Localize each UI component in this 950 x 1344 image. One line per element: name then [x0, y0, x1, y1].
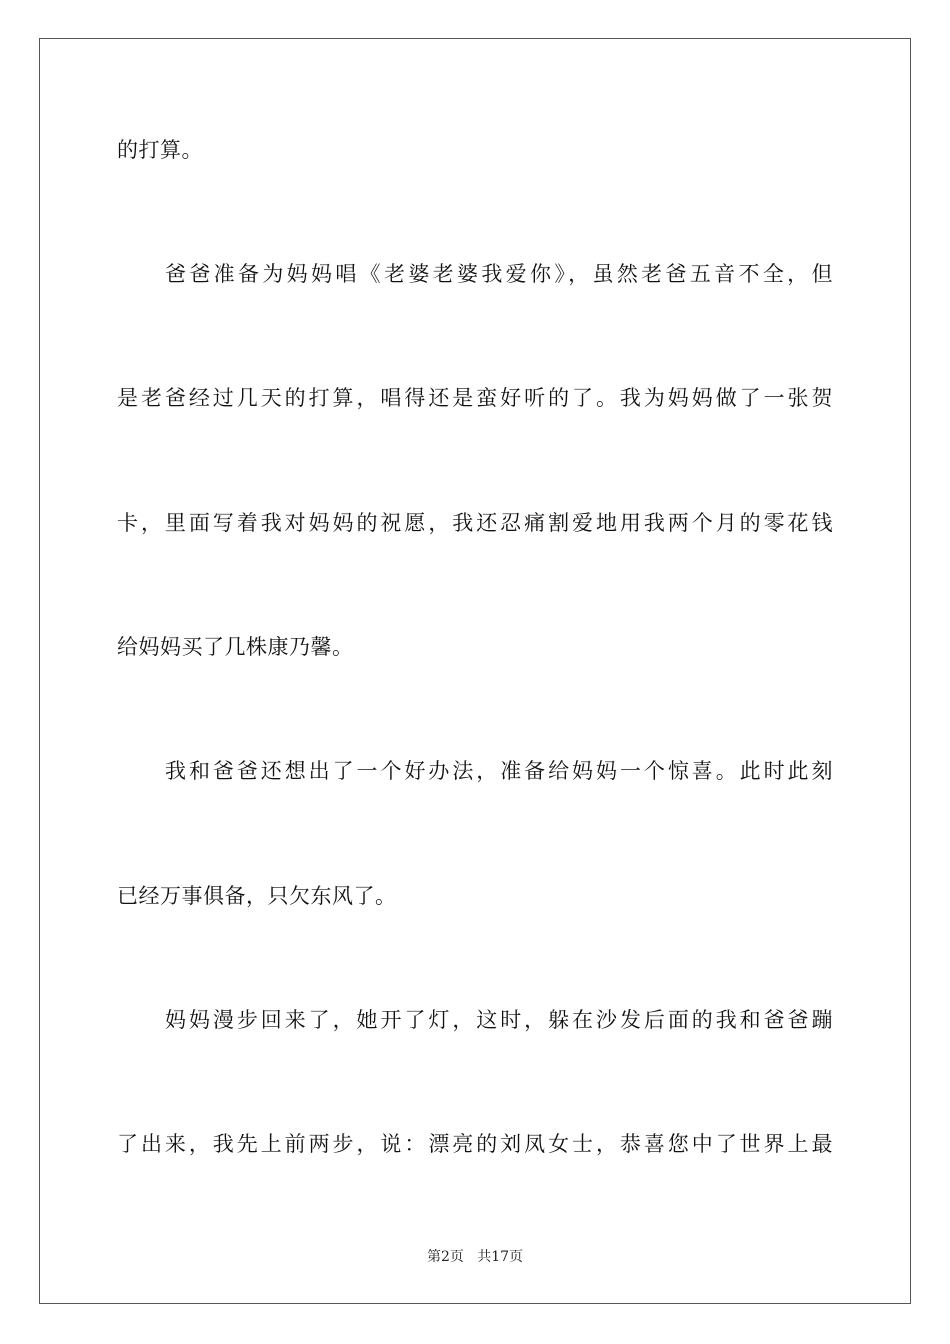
paragraph-line: 我和爸爸还想出了一个好办法，准备给妈妈一个惊喜。此时此刻 [165, 759, 833, 783]
paragraph-line: 妈妈漫步回来了，她开了灯，这时，躲在沙发后面的我和爸爸蹦 [165, 1008, 833, 1032]
paragraph-line: 给妈妈买了几株康乃馨。 [117, 635, 354, 659]
paragraph-line: 的打算。 [117, 138, 203, 162]
paragraph-line: 爸爸准备为妈妈唱《老婆老婆我爱你》，虽然老爸五音不全，但 [165, 262, 833, 286]
page-number-footer: 第2页 共17页 [426, 1249, 524, 1265]
paragraph-line: 是老爸经过几天的打算，唱得还是蛮好听的了。我为妈妈做了一张贺 [117, 386, 833, 410]
paragraph-line: 卡，里面写着我对妈妈的祝愿，我还忍痛割爱地用我两个月的零花钱 [117, 511, 833, 535]
paragraph-line: 了出来，我先上前两步，说：漂亮的刘凤女士，恭喜您中了世界上最 [117, 1132, 833, 1156]
page-border [39, 38, 911, 1304]
paragraph-line: 已经万事俱备，只欠东风了。 [117, 884, 397, 908]
